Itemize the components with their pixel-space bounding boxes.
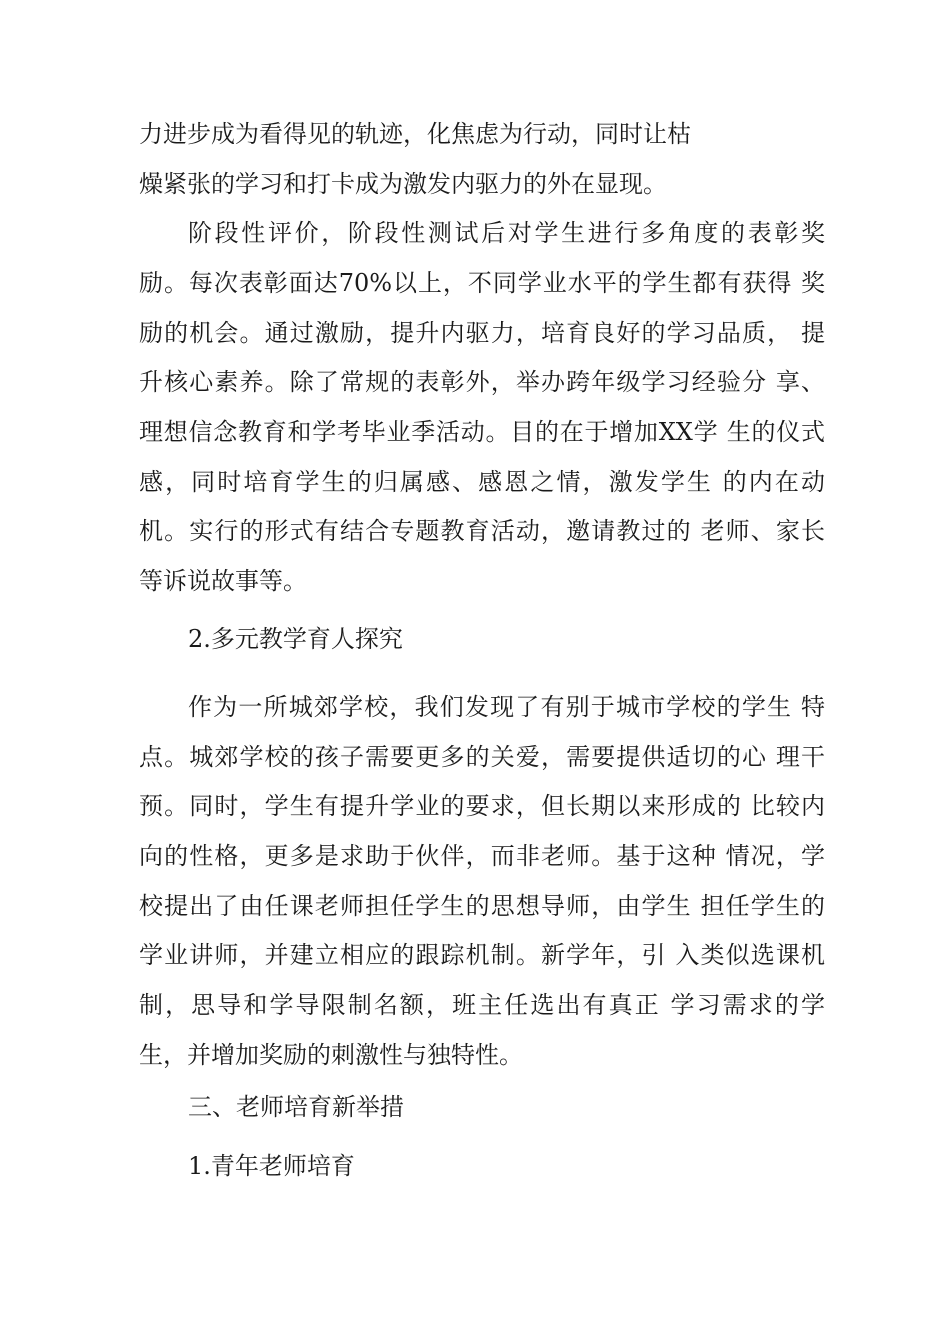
paragraph-line: 阶段性评价，阶段性测试后对学生进行多角度的表彰奖 bbox=[188, 219, 825, 247]
paragraph-line: 预。同时，学生有提升学业的要求，但长期以来形成的 比较内 bbox=[139, 792, 825, 820]
paragraph-line: 生，并增加奖励的刺激性与独特性。 bbox=[139, 1041, 523, 1069]
paragraph-line: 力进步成为看得见的轨迹，化焦虑为行动，同时让枯 bbox=[139, 120, 691, 148]
paragraph-line: 等诉说故事等。 bbox=[139, 567, 307, 595]
paragraph-line: 作为一所城郊学校，我们发现了有别于城市学校的学生 特 bbox=[188, 693, 825, 721]
paragraph-line: 制，思导和学导限制名额，班主任选出有真正 学习需求的学 bbox=[139, 991, 825, 1019]
paragraph-line: 点。城郊学校的孩子需要更多的关爱，需要提供适切的心 理干 bbox=[139, 743, 825, 771]
paragraph-line: 感，同时培育学生的归属感、感恩之情，激发学生 的内在动 bbox=[139, 468, 825, 496]
section-heading: 三、老师培育新举措 bbox=[188, 1093, 404, 1121]
paragraph-line: 学业讲师，并建立相应的跟踪机制。新学年，引 入类似选课机 bbox=[139, 941, 825, 969]
paragraph-line: 升核心素养。除了常规的表彰外，举办跨年级学习经验分 享、 bbox=[139, 368, 825, 396]
paragraph-line: 校提出了由任课老师担任学生的思想导师，由学生 担任学生的 bbox=[139, 892, 825, 920]
paragraph-line: 励的机会。通过激励，提升内驱力，培育良好的学习品质， 提 bbox=[139, 319, 825, 347]
paragraph-line: 机。实行的形式有结合专题教育活动，邀请教过的 老师、家长 bbox=[139, 517, 825, 545]
paragraph-line: 理想信念教育和学考毕业季活动。目的在于增加XX学 生的仪式 bbox=[139, 418, 825, 446]
paragraph-line: 励。每次表彰面达70%以上，不同学业水平的学生都有获得 奖 bbox=[139, 269, 825, 297]
paragraph-line: 向的性格，更多是求助于伙伴，而非老师。基于这种 情况，学 bbox=[139, 842, 825, 870]
paragraph-line: 燥紧张的学习和打卡成为激发内驱力的外在显现。 bbox=[139, 170, 667, 198]
section-heading: 2.多元教学育人探究 bbox=[188, 625, 403, 653]
subsection-heading: 1.青年老师培育 bbox=[188, 1152, 355, 1180]
